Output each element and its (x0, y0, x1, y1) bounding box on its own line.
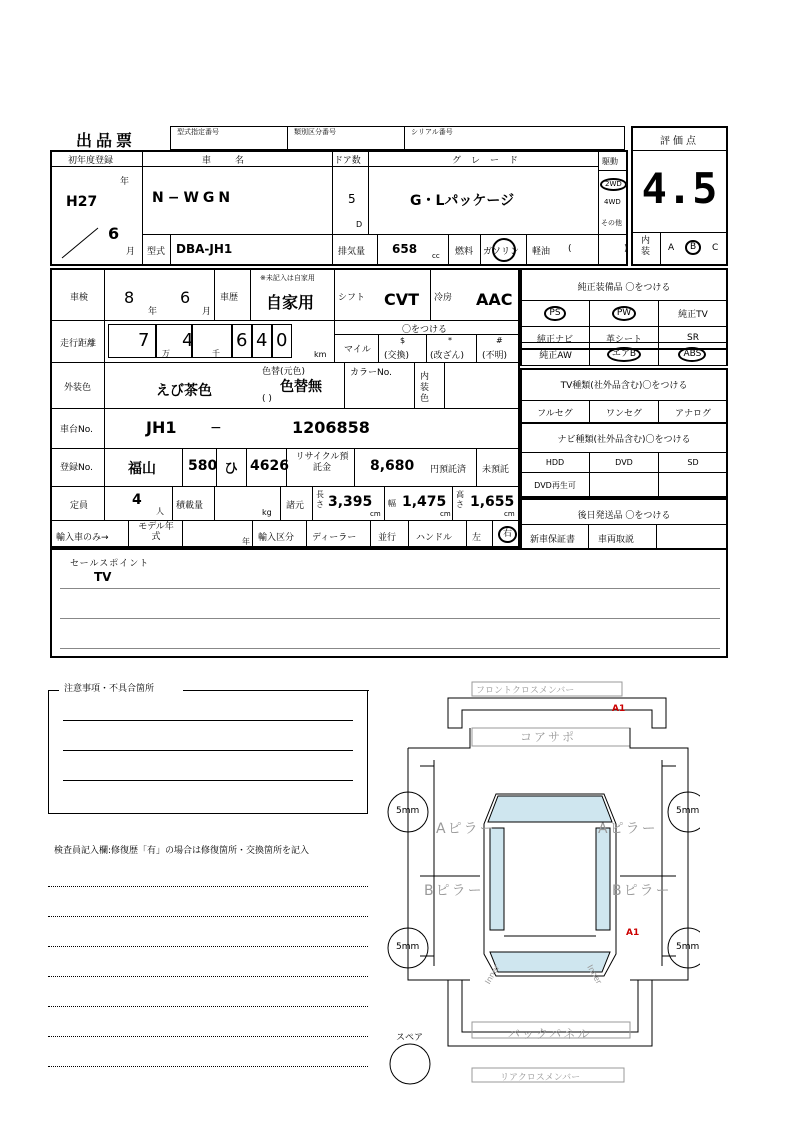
equip-navi[interactable]: 純正ナビ (521, 327, 590, 350)
mileage-digit-5: 0 (276, 330, 288, 351)
fuel-diesel[interactable]: 軽油 (532, 247, 551, 257)
fuel-gasoline[interactable]: ガソリン (483, 247, 520, 257)
category-number-label: 類別区分番号 (288, 127, 405, 150)
car-name-label: 車名 (202, 156, 269, 166)
tv-oneseg[interactable]: ワンセグ (590, 401, 659, 424)
sales-label: セールスポイント (70, 559, 150, 569)
navi-sd[interactable]: SD (659, 453, 728, 473)
plate-region: 福山 (128, 461, 156, 477)
history-value: 自家用 (266, 293, 315, 312)
recycle-unpaid[interactable]: 未預託 (482, 465, 510, 475)
exterior-value: えび茶色 (156, 383, 212, 399)
equip-sr[interactable]: SR (659, 327, 728, 350)
type-designation-label: 型式指定番号 (171, 127, 288, 150)
navi-dvd-playback[interactable]: DVD再生可 (521, 473, 590, 498)
tire-rr-depth: 5mm (676, 942, 700, 952)
inspector-line-2[interactable] (48, 916, 368, 917)
inspection-month-unit: 月 (202, 307, 212, 317)
tv-title: TV種類(社外品含む)〇をつける (560, 381, 688, 391)
caution-box[interactable] (48, 690, 368, 814)
first-reg-month: 6 (108, 224, 120, 243)
cc-unit: cc (432, 252, 440, 260)
doors-label: ドア数 (334, 156, 361, 166)
navi-hdd[interactable]: HDD (521, 453, 590, 473)
plate-number: 4626 (250, 458, 289, 474)
drive-other[interactable]: その他 (601, 219, 622, 227)
unknown-sym: # (496, 336, 503, 345)
load-unit: kg (262, 508, 272, 517)
displacement-label: 排気量 (338, 247, 366, 257)
car-name: N−WGN (152, 190, 235, 206)
length-value: 3,395 (328, 494, 373, 510)
mileage-label: 走行距離 (60, 339, 97, 349)
front-frame (448, 698, 666, 728)
inner-right-label: Inner (585, 963, 604, 986)
drive-label: 駆動 (602, 157, 618, 166)
tv-fullseg[interactable]: フルセグ (521, 401, 590, 424)
man-unit: 万 (162, 349, 170, 358)
equip-airbag[interactable]: エアB (590, 343, 659, 366)
serial-number-label: シリアル番号 (405, 127, 625, 150)
import-type-label: 輸入区分 (258, 533, 295, 543)
tamper-option[interactable]: (改ざん) (430, 351, 465, 361)
equip-pw[interactable]: PW (590, 301, 659, 327)
height-label: 高さ (456, 490, 464, 509)
model-value: DBA-JH1 (176, 242, 233, 256)
equip-ps[interactable]: PS (521, 301, 590, 327)
km-unit: km (314, 350, 327, 359)
parallel-option[interactable]: 並行 (378, 533, 397, 543)
first-reg-label: 初年度登録 (68, 156, 114, 166)
drive-4wd[interactable]: 4WD (604, 198, 621, 206)
mileage-digit-4: 4 (256, 330, 268, 351)
first-reg-era: H27 (66, 194, 98, 210)
year-unit: 年 (120, 177, 130, 187)
width-cm: cm (440, 510, 451, 518)
chassis-number: 1206858 (292, 418, 370, 437)
month-unit: 月 (126, 247, 136, 257)
post-box (520, 498, 728, 550)
inspector-line-7[interactable] (48, 1066, 368, 1067)
spare-tire (390, 1044, 430, 1084)
recycle-status: 円預託済 (430, 465, 467, 475)
recycle-value: 8,680 (370, 458, 415, 474)
height-cm: cm (504, 510, 515, 518)
import-only-label: 輸入車のみ→ (56, 533, 109, 543)
interior-label: 内装 (641, 236, 651, 257)
sen-unit: 千 (212, 349, 220, 358)
doors-suffix: D (356, 220, 363, 229)
fuel-gasoline-circle (492, 238, 516, 262)
inspector-line-3[interactable] (48, 946, 368, 947)
exchange-option[interactable]: (交換) (384, 351, 410, 361)
inspector-line-5[interactable] (48, 1006, 368, 1007)
rear-cross-label: リアクロスメンバー (500, 1073, 581, 1083)
basic-info-block (50, 150, 628, 266)
specs-label: 諸元 (286, 501, 305, 511)
inspection-year: 8 (124, 288, 135, 307)
shift-value: CVT (384, 290, 420, 309)
navi-dvd[interactable]: DVD (590, 453, 659, 473)
handle-label: ハンドル (416, 533, 453, 543)
model-year-label: モデル年式 (138, 522, 174, 542)
left-windows (490, 828, 504, 930)
core-support-label: コアサポ (520, 730, 577, 744)
capacity-label: 定員 (70, 501, 89, 511)
caution-label: 注意事項・不具合箇所 (64, 684, 155, 694)
spare-label: スペア (396, 1033, 424, 1043)
exterior-label: 外装色 (64, 383, 92, 393)
inspector-line-6[interactable] (48, 1036, 368, 1037)
sales-point-box (50, 548, 728, 658)
chassis-prefix: JH1 (146, 418, 177, 437)
tamper-sym: * (448, 336, 452, 345)
displacement-value: 658 (392, 242, 418, 256)
history-note: ※未記入は自家用 (260, 274, 315, 282)
a-pillar-right: Aピラー (598, 821, 658, 837)
details-block (50, 268, 520, 548)
mileage-digit-1: 7 (138, 330, 150, 351)
tire-fl-depth: 5mm (396, 806, 420, 816)
post-title: 後日発送品 〇をつける (577, 511, 671, 521)
capacity-unit: 人 (156, 507, 164, 516)
equip-leather[interactable]: 革シート (590, 327, 659, 350)
capacity-value: 4 (132, 492, 142, 508)
grade-label: グレード (452, 156, 529, 166)
inspection-month: 6 (180, 288, 191, 307)
load-label: 積載量 (176, 501, 204, 511)
interior-b[interactable]: B (685, 240, 701, 255)
equip-tv[interactable]: 純正TV (659, 301, 728, 327)
first-reg-slash (60, 226, 100, 260)
b-pillar-left: Bピラー (424, 883, 484, 899)
plate-label: 登録No. (60, 463, 93, 473)
grade-value: G・Lパッケージ (410, 193, 515, 209)
height-value: 1,655 (470, 494, 515, 510)
tv-box (520, 368, 728, 424)
length-label: 長さ (316, 490, 324, 509)
tire-fr-depth: 5mm (676, 806, 700, 816)
equipment-box (520, 268, 728, 350)
plate-class: 580 (188, 458, 218, 474)
model-year-unit: 年 (242, 537, 250, 546)
recycle-label: リサイクル預託金 (295, 452, 349, 473)
repaint-value: 色替無 (280, 379, 322, 395)
inspector-line-1[interactable] (48, 886, 368, 887)
fuel-paren-close: ) (624, 244, 628, 254)
interior-c[interactable]: C (712, 243, 719, 253)
inspection-year-unit: 年 (148, 307, 158, 317)
inspector-label: 検査員記入欄:修復歴「有」の場合は修復箇所・交換箇所を記入 (54, 846, 310, 856)
interior-a[interactable]: A (668, 243, 675, 253)
handle-left[interactable]: 左 (472, 533, 482, 543)
length-cm: cm (370, 510, 381, 518)
dealer-option[interactable]: ディーラー (312, 533, 357, 543)
b-pillar-right: Bピラー (612, 883, 672, 899)
equip-aw[interactable]: 純正AW (521, 343, 590, 366)
header-id-table (170, 126, 625, 150)
rating-value: 4.5 (641, 164, 718, 213)
fuel-paren-open: ( (568, 244, 572, 254)
front-damage-mark: A1 (612, 704, 626, 714)
sales-text[interactable]: TV (94, 570, 112, 584)
interior-color-label: 内装色 (420, 372, 430, 404)
navi-title: ナビ種類(社外品含む)〇をつける (557, 435, 691, 445)
mileage-mark-note: 〇をつける (402, 325, 448, 335)
windshield (488, 796, 612, 822)
exchange-sym: $ (400, 336, 406, 345)
doors-value: 5 (348, 192, 356, 206)
unknown-option[interactable]: (不明) (482, 351, 508, 361)
navi-box (520, 422, 728, 498)
plate-kana: ひ (224, 461, 238, 477)
shift-label: シフト (338, 293, 366, 303)
width-label: 幅 (388, 499, 396, 508)
chassis-label: 車台No. (60, 425, 93, 435)
back-panel-label: バックパネル (508, 1027, 592, 1041)
ac-value: AAC (476, 290, 513, 309)
handle-right[interactable]: 右 (498, 526, 517, 543)
repaint-paren: ( ) (262, 394, 272, 404)
inspector-line-4[interactable] (48, 976, 368, 977)
chassis-dash: − (210, 420, 222, 436)
inner-left-label: Inner (483, 963, 502, 986)
right-windows (596, 828, 610, 930)
mileage-digit-3: 6 (236, 330, 248, 351)
color-no-label: カラーNo. (350, 368, 392, 378)
form-title: 出品票 (76, 131, 137, 150)
tv-analog[interactable]: アナログ (659, 401, 728, 424)
front-cross-label: フロントクロスメンバー (476, 686, 575, 696)
rating-label: 評価点 (660, 136, 699, 147)
fuel-label: 燃料 (455, 247, 474, 257)
a-pillar-left: Aピラー (436, 821, 496, 837)
post-manual[interactable]: 車両取説 (598, 535, 635, 545)
equip-abs[interactable]: ABS (658, 343, 727, 366)
post-warranty[interactable]: 新車保証書 (530, 535, 576, 545)
inspection-label: 車検 (70, 293, 89, 303)
mile-option[interactable]: マイル (344, 345, 371, 355)
width-value: 1,475 (402, 494, 447, 510)
side-damage-mark: A1 (626, 928, 640, 938)
mileage-digit-2: 4 (182, 330, 194, 351)
drive-2wd[interactable]: 2WD (600, 178, 627, 191)
ac-label: 冷房 (434, 293, 453, 303)
tire-rl-depth: 5mm (396, 942, 420, 952)
repaint-label: 色替(元色) (262, 367, 306, 377)
history-label: 車歴 (220, 293, 239, 303)
model-label: 型式 (147, 247, 166, 257)
equipment-title: 純正装備品 〇をつける (577, 283, 671, 293)
